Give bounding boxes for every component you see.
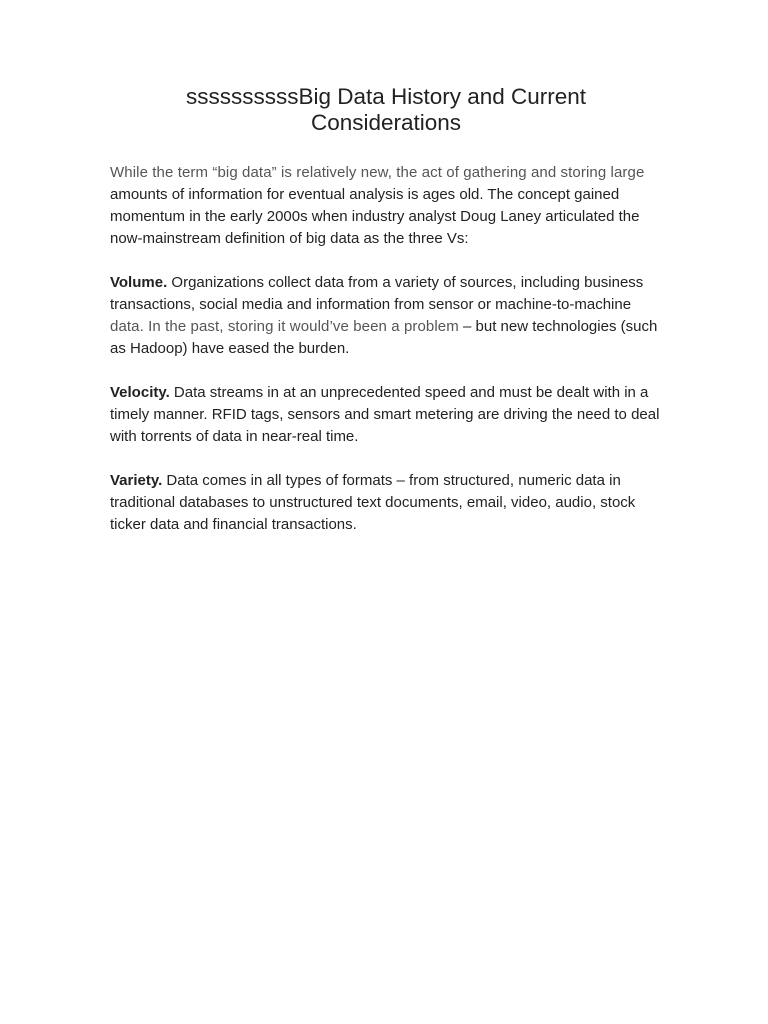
velocity-term: Velocity. (110, 384, 170, 401)
document-title: ssssssssssBig Data History and Current Considerations (185, 84, 587, 135)
volume-text-a: Organizations collect data from a variety of sources, including business transactions, social media and information from sensor or machine-to-machine (110, 274, 644, 313)
volume-light-text: data. In the past, storing it would’ve been a problem (110, 318, 459, 335)
volume-term: Volume. (110, 274, 168, 291)
velocity-paragraph (110, 382, 662, 448)
variety-paragraph (110, 470, 662, 536)
volume-text-b: – but new technologies (such as Hadoop) have eased the burden. (110, 318, 658, 357)
intro-text: amounts of information for eventual analysis is ages old. The concept gained momentum in the early 2000s when industry analyst Doug Laney articulated the now-mainstream definition of big data as the three Vs: (110, 186, 640, 247)
intro-paragraph (110, 162, 662, 250)
variety-term: Variety. (110, 472, 163, 489)
document-page (110, 84, 662, 558)
variety-text: Data comes in all types of formats – from structured, numeric data in traditional databases to unstructured text documents, email, video, audio, stock ticker data and financial transactions. (110, 472, 636, 533)
volume-paragraph (110, 272, 662, 360)
velocity-text: Data streams in at an unprecedented speed and must be dealt with in a timely manner. RFID tags, sensors and smart metering are driving the need to deal with torrents of data in near-real time. (110, 384, 660, 445)
intro-light-text: While the term “big data” is relatively new, the act of gathering and storing large (110, 164, 645, 181)
